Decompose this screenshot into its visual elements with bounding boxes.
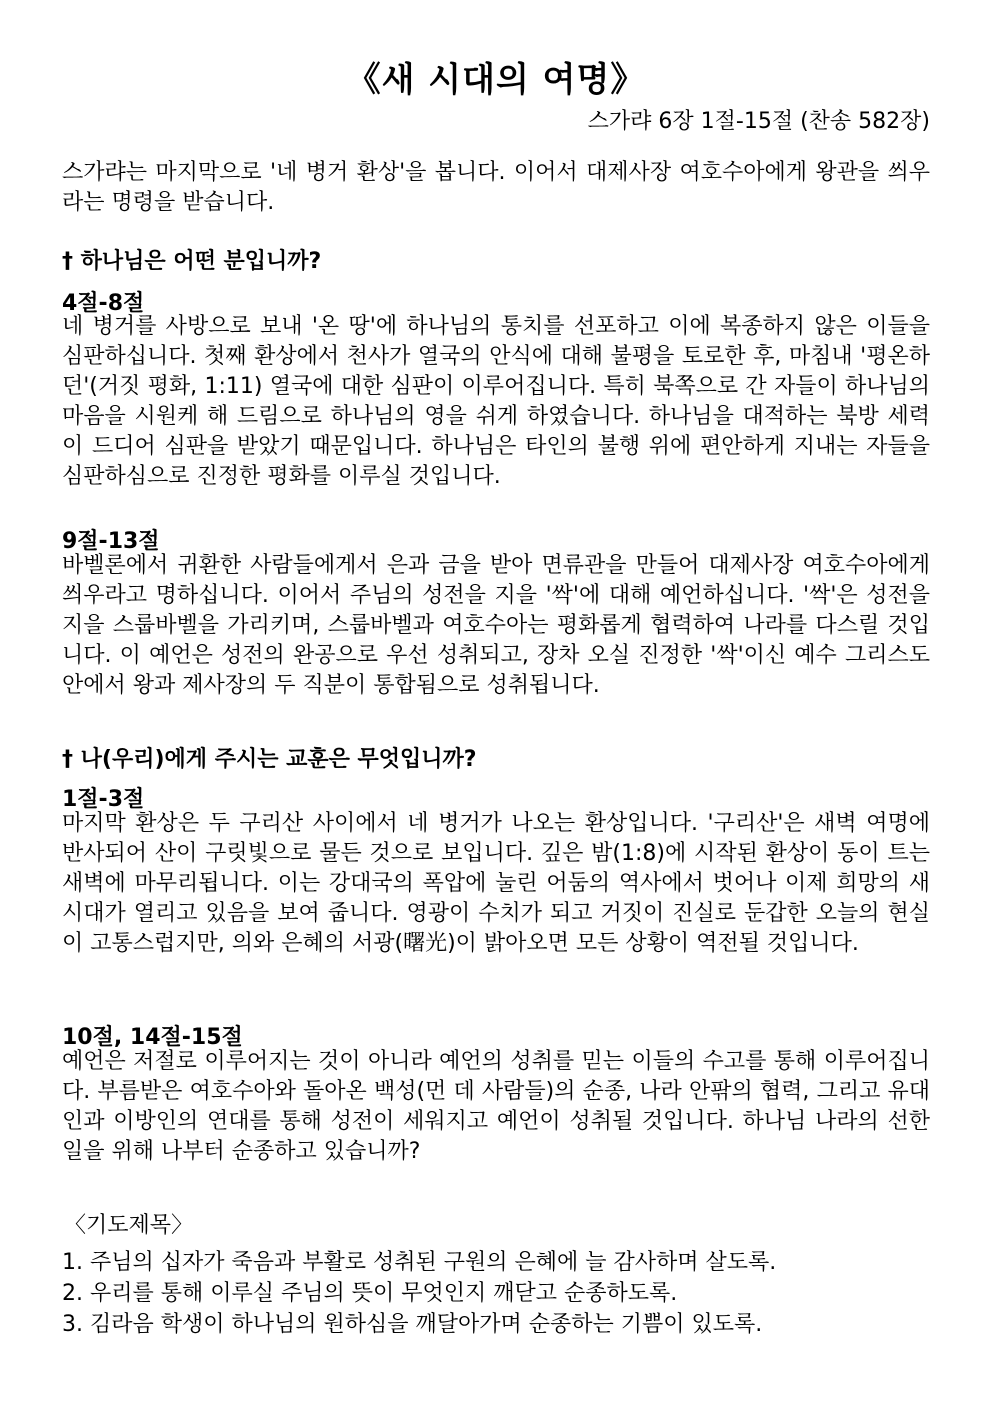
paragraph-9-13: 바벨론에서 귀환한 사람들에게서 은과 금을 받아 면류관을 만들어 대제사장 여호수아에게 씌우라고 명하십니다. 이어서 주님의 성전을 지을 '싹'에 대해 예언하십니다. '싹'은 성전을 지을 스룹바벨을 가리키며, 스룹바벨과 여호수아는 평화롭게 협력하여 나라를 다스릴 것입니다. 이 예언은 성전의 완공으로 우선 성취되고, 장차 오실 진정한 '싹'이신 예수 그리스도 안에서 왕과 제사장의 두 직분이 통합됨으로 성취됩니다. [62,553,930,698]
paragraph-10-14-15: 예언은 저절로 이루어지는 것이 아니라 예언의 성취를 믿는 이들의 수고를 통해 이루어집니다. 부름받은 여호수아와 돌아온 백성(먼 데 사람들)의 순종, 나라 안팎의 협력, 그리고 유대인과 이방인의 연대를 통해 성전이 세워지고 예언이 성취될 것입니다. 하나님 나라의 선한 일을 위해 나부터 순종하고 있습니까? [62,1049,930,1164]
paragraph-4-8: 네 병거를 사방으로 보내 '온 땅'에 하나님의 통치를 선포하고 이에 복종하지 않은 이들을 심판하십니다. 첫째 환상에서 천사가 열국의 안식에 대해 불평을 토로한 후, 마침내 '평온하던'(거짓 평화, 1:11) 열국에 대한 심판이 이루어집니다. 특히 북쪽으로 간 자들이 하나님의 마음을 시원케 해 드림으로 하나님의 영을 쉬게 하였습니다. 하나님을 대적하는 북방 세력이 드디어 심판을 받았기 때문입니다. 하나님은 타인의 불행 위에 편안하게 지내는 자들을 심판하심으로 진정한 평화를 이루실 것입니다. [62,314,930,489]
paragraph-1-3: 마지막 환상은 두 구리산 사이에서 네 병거가 나오는 환상입니다. '구리산'은 새벽 여명에 반사되어 산이 구릿빛으로 물든 것으로 보입니다. 깊은 밤(1:8)에 시작된 환상이 동이 트는 새벽에 마무리됩니다. 이는 강대국의 폭압에 눌린 어둠의 역사에서 벗어나 이제 희망의 새 시대가 열리고 있음을 보여 줍니다. 영광이 수치가 되고 거짓이 진실로 둔갑한 오늘의 현실이 고통스럽지만, 의와 은혜의 서광(曙光)이 밝아오면 모든 상황이 역전될 것입니다. [62,811,930,956]
verse-range-9-13: 9절-13절 [62,529,160,554]
scripture-reference: 스가랴 6장 1절-15절 (찬송 582장) [587,109,930,134]
verse-range-10-14-15: 10절, 14절-15절 [62,1025,243,1050]
prayer-item: 1. 주님의 십자가 죽음과 부활로 성취된 구원의 은혜에 늘 감사하며 살도록. [62,1250,777,1275]
prayer-list [62,1247,776,1340]
prayer-title: 〈기도제목〉 [64,1213,194,1238]
section-heading-god: † 하나님은 어떤 분입니까? [62,249,322,274]
section-heading-lesson: † 나(우리)에게 주시는 교훈은 무엇입니까? [62,747,477,772]
verse-range-1-3: 1절-3절 [62,787,145,812]
verse-range-4-8: 4절-8절 [62,291,145,316]
prayer-item: 3. 김라음 학생이 하나님의 원하심을 깨달아가며 순종하는 기쁨이 있도록. [62,1312,763,1337]
intro-paragraph: 스가랴는 마지막으로 '네 병거 환상'을 봅니다. 이어서 대제사장 여호수아에게 왕관을 씌우라는 명령을 받습니다. [62,160,930,215]
page-title: 《새 시대의 여명》 [346,60,646,100]
prayer-item: 2. 우리를 통해 이루실 주님의 뜻이 무엇인지 깨닫고 순종하도록. [62,1281,678,1306]
